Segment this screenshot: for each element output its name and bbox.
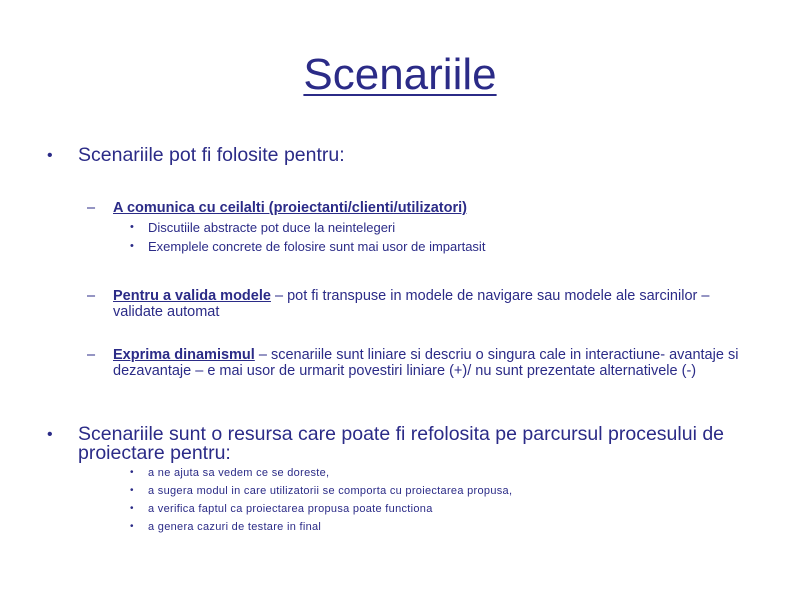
bullet-text: Scenariile sunt o resursa care poate fi refolosita pe parcursul procesului de proiectare pentru: <box>78 423 725 464</box>
bullet-icon: • <box>47 426 53 443</box>
slide-title: Scenariile <box>303 50 497 99</box>
bullet-icon: • <box>130 485 134 496</box>
sub-sub-bullet-text: a sugera modul in care utilizatorii se comporta cu proiectarea propusa, <box>148 485 513 497</box>
dash-icon: – <box>87 288 96 304</box>
sub-sub-bullet-text: Discutiile abstracte pot duce la neintelegeri <box>148 220 396 235</box>
bullet-text: Scenariile pot fi folosite pentru: <box>78 144 345 166</box>
dash-icon: – <box>87 200 96 216</box>
sub-sub-bullet-text: a ne ajuta sa vedem ce se doreste, <box>148 467 330 479</box>
bullet-icon: • <box>130 240 134 252</box>
sub-bullet-lead: Exprima dinamismul <box>113 347 255 363</box>
dash-icon: – <box>87 347 96 363</box>
sub-bullet-rest: – pot fi transpuse in modele de navigare sau modele ale sarcinilor – validate automat <box>113 288 710 320</box>
bullet-icon: • <box>130 503 134 514</box>
sub-bullet-lead: Pentru a valida modele <box>113 288 271 304</box>
bullet-icon: • <box>130 221 134 233</box>
bullet-icon: • <box>47 147 53 164</box>
bullet-icon: • <box>130 521 134 532</box>
sub-bullet-rest: – scenariile sunt liniare si descriu o singura cale in interactiune- avantaje si dezavantaje – e mai usor de urmarit povestiri liniare (+)/ nu sunt prezentate alternativele (-) <box>113 347 739 379</box>
sub-bullet-lead: A comunica cu ceilalti (proiectanti/clienti/utilizatori) <box>113 200 467 216</box>
sub-sub-bullet-text: a genera cazuri de testare in final <box>148 521 322 533</box>
bullet-icon: • <box>130 467 134 478</box>
sub-sub-bullet-text: a verifica faptul ca proiectarea propusa poate functiona <box>148 503 433 515</box>
sub-sub-bullet-text: Exemplele concrete de folosire sunt mai usor de impartasit <box>148 239 486 254</box>
